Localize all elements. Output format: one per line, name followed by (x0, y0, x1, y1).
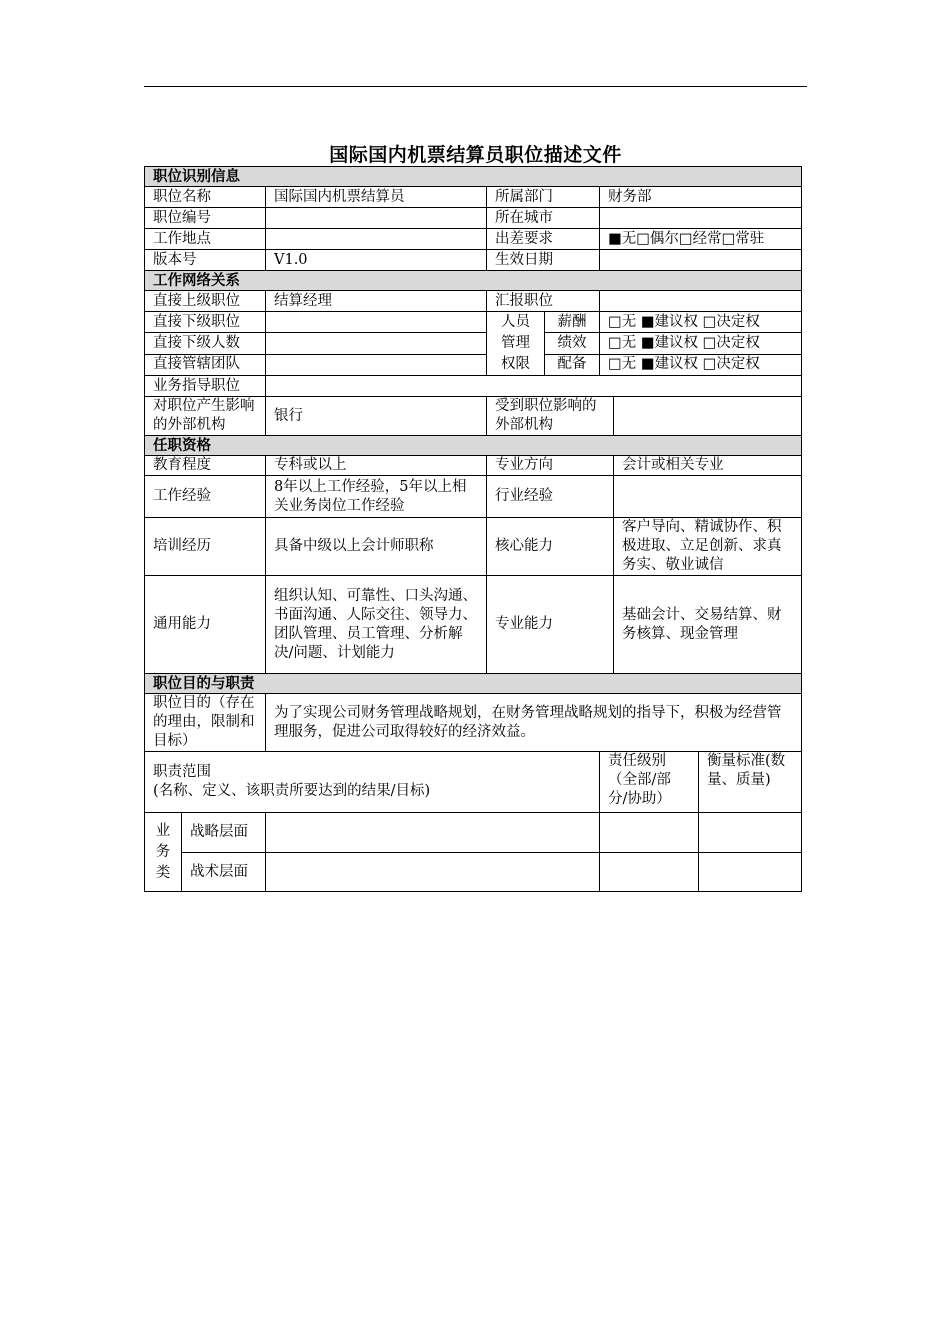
education-label: 教育程度 (145, 456, 266, 476)
experience-label: 工作经验 (145, 476, 266, 518)
report-value (600, 291, 802, 312)
authority-item-salary: 薪酬 (545, 312, 600, 333)
level-header (600, 752, 699, 813)
professional-label: 专业能力 (487, 576, 614, 674)
section-identification: 职位识别信息 (145, 167, 802, 187)
level-sub: （全部/部分/协助） (608, 772, 671, 807)
superior-value: 结算经理 (266, 291, 487, 312)
strategic-label: 战略层面 (182, 813, 266, 853)
scope-header (145, 752, 600, 813)
scope-sub: (名称、定义、该职责所要达到的结果/目标) (153, 783, 431, 799)
strategic-measure (699, 813, 802, 853)
industry-label: 行业经验 (487, 476, 614, 518)
authority-label-line: 权限 (501, 356, 530, 372)
page-title: 国际国内机票结算员职位描述文件 (329, 144, 622, 166)
travel-label: 出差要求 (487, 229, 600, 250)
authority-label-line: 管理 (501, 335, 530, 351)
position-no-label: 职位编号 (145, 208, 266, 229)
authority-options-performance: □无 ■建议权 □决定权 (600, 333, 802, 354)
authority-options-salary: □无 ■建议权 □决定权 (600, 312, 802, 333)
superior-label: 直接上级职位 (145, 291, 266, 312)
strategic-level (600, 813, 699, 853)
external-label: 对职位产生影响的外部机构 (145, 397, 266, 436)
authority-item-staffing: 配备 (545, 354, 600, 375)
affected-value (614, 397, 802, 436)
section-network: 工作网络关系 (145, 271, 802, 291)
dept-value: 财务部 (600, 187, 802, 208)
purpose-text: 为了实现公司财务管理战略规划，在财务管理战略规划的指导下，积极为经营管理服务，促进公司取得较好的经济效益。 (266, 694, 802, 752)
position-name-value: 国际国内机票结算员 (266, 187, 487, 208)
position-name-label: 职位名称 (145, 187, 266, 208)
authority-options-staffing: □无 ■建议权 □决定权 (600, 354, 802, 375)
authority-label (487, 312, 545, 376)
team-value (266, 354, 487, 375)
affected-label: 受到职位影响的外部机构 (487, 397, 614, 436)
external-value: 银行 (266, 397, 487, 436)
section-purpose: 职位目的与职责 (145, 674, 802, 694)
training-label: 培训经历 (145, 518, 266, 576)
scope-label: 职责范围 (153, 764, 211, 780)
education-value: 专科或以上 (266, 456, 487, 476)
training-value: 具备中级以上会计师职称 (266, 518, 487, 576)
subordinate-value (266, 312, 487, 333)
header-rule (144, 86, 807, 87)
position-no-value (266, 208, 487, 229)
city-value (600, 208, 802, 229)
strategic-scope (266, 813, 600, 853)
travel-value: ■无□偶尔□经常□常驻 (600, 229, 802, 250)
core-value: 客户导向、精诚协作、积极进取、立足创新、求真务实、敬业诚信 (614, 518, 802, 576)
section-qualification: 任职资格 (145, 436, 802, 456)
professional-value: 基础会计、交易结算、财务核算、现金管理 (614, 576, 802, 674)
major-value: 会计或相关专业 (614, 456, 802, 476)
location-label: 工作地点 (145, 229, 266, 250)
business-label-char: 类 (155, 864, 171, 881)
level-label: 责任级别 (608, 753, 666, 769)
general-label: 通用能力 (145, 576, 266, 674)
purpose-label: 职位目的（存在的理由，限制和目标） (145, 694, 266, 752)
sub-count-label: 直接下级人数 (145, 333, 266, 354)
version-label: 版本号 (145, 250, 266, 271)
guidance-label: 业务指导职位 (145, 376, 266, 397)
tactical-label: 战术层面 (182, 853, 266, 892)
core-label: 核心能力 (487, 518, 614, 576)
tactical-measure (699, 853, 802, 892)
effective-value (600, 250, 802, 271)
business-category-label (145, 813, 182, 892)
guidance-value (266, 376, 802, 397)
experience-value: 8年以上工作经验，5年以上相关业务岗位工作经验 (266, 476, 487, 518)
subordinate-label: 直接下级职位 (145, 312, 266, 333)
authority-label-line: 人员 (501, 314, 530, 330)
general-value: 组织认知、可靠性、口头沟通、书面沟通、人际交往、领导力、团队管理、员工管理、分析解决/问题、计划能力 (266, 576, 487, 674)
business-label-char: 业 (155, 822, 171, 839)
tactical-level (600, 853, 699, 892)
measure-header: 衡量标准(数量、质量) (699, 752, 802, 813)
effective-label: 生效日期 (487, 250, 600, 271)
city-label: 所在城市 (487, 208, 600, 229)
dept-label: 所属部门 (487, 187, 600, 208)
tactical-scope (266, 853, 600, 892)
business-label-char: 务 (155, 843, 171, 860)
report-label: 汇报职位 (487, 291, 600, 312)
authority-item-performance: 绩效 (545, 333, 600, 354)
location-value (266, 229, 487, 250)
sub-count-value (266, 333, 487, 354)
job-description-table (144, 166, 802, 892)
industry-value (614, 476, 802, 518)
version-value: V1.0 (266, 250, 487, 271)
major-label: 专业方向 (487, 456, 614, 476)
team-label: 直接管辖团队 (145, 354, 266, 375)
